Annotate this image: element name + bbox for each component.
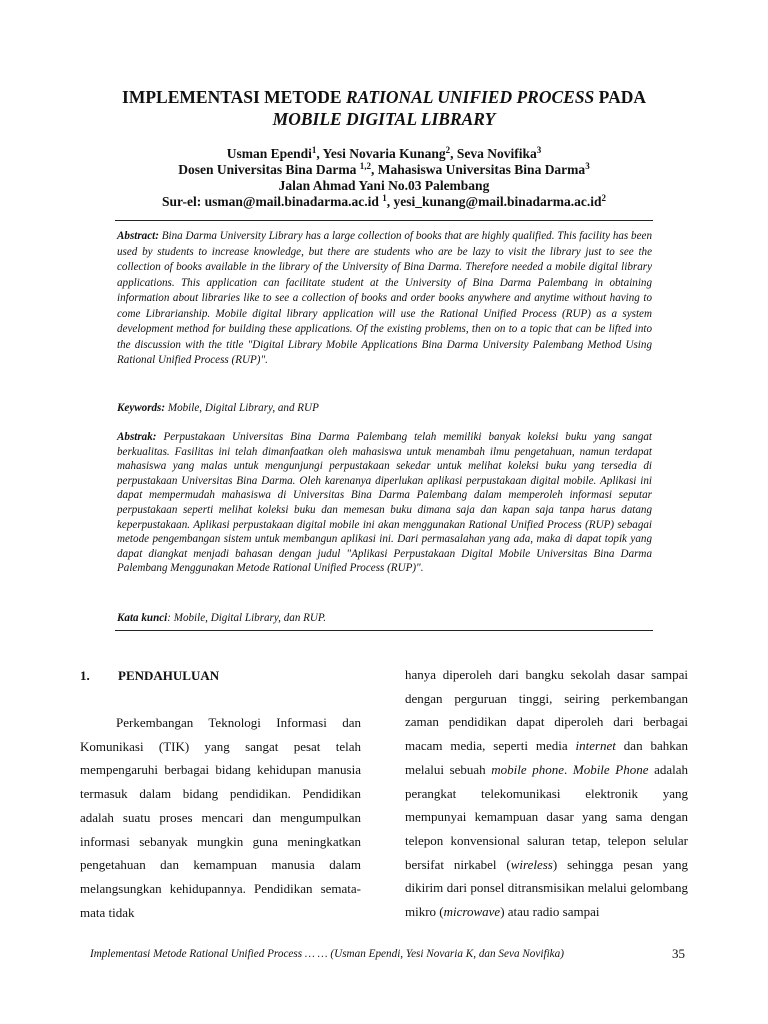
abstract-top-rule bbox=[115, 220, 653, 221]
running-footer: Implementasi Metode Rational Unified Process … … (Usman Ependi, Yesi Novaria K, dan Seva Novifika) bbox=[90, 948, 564, 960]
abstract-text: Bina Darma University Library has a large collection of books that are highly qualified. This facility has been used by students to increase knowledge, but there are students who are be lazy to visit the library just to see the collection of books available in the library of the University of Bina Darma. Therefore needed a mobile digital library applications. This application can facilitate student at the University of Bina Darma Palembang in obtaining information about libraries like to see a collection of books and order books anywhere and anytime without having to come Librarianship. Mobile digital library application will use the Rational Unified Process (RUP) as a system development method for building these applications. Of the existing problems, then on to a topic that can be lifted into the discussion with the title "Digital Library Mobile Applications Bina Darma University Palembang Method Using Rational Unified Process (RUP)". bbox=[117, 230, 652, 366]
body-column-right: hanya diperoleh dari bangku sekolah dasar sampai dengan perguruan tinggi, seiring perkembangan zaman pendidikan dapat diperoleh dari berbagai macam media, seperti media internet dan bahkan melalui sebuah mobile phone. Mobile Phone adalah perangkat telekomunikasi elektronik yang mempunyai kemampuan dasar yang sama dengan telepon konvensional saluran tetap, telepon selular bersifat nirkabel (wireless) sehingga pesan yang dikirim dari ponsel ditransmisikan melalui gelombang mikro (microwave) atau radio sampai bbox=[405, 667, 688, 920]
paper-title-line2: MOBILE DIGITAL LIBRARY bbox=[272, 109, 496, 129]
author-address: Jalan Ahmad Yani No.03 Palembang bbox=[278, 178, 490, 193]
section-heading bbox=[80, 668, 219, 684]
section-title: PENDAHULUAN bbox=[118, 668, 220, 683]
abstract-indonesian bbox=[117, 430, 652, 576]
page-number: 35 bbox=[672, 946, 685, 961]
body-column-left: Perkembangan Teknologi Informasi dan Komunikasi (TIK) yang sangat pesat telah mempengaruhi berbagai bidang kehidupan manusia termasuk dalam bidang pendidikan. Pendidikan adalah suatu proses mencari dan mengumpulkan informasi sebanyak mungkin guna meningkatkan pengetahuan dan kemampuan manusia dalam melangsungkan kehidupannya. Pendidikan semata-mata tidak bbox=[80, 715, 361, 920]
keywords-indonesian: Kata kunci: Mobile, Digital Library, dan RUP. bbox=[117, 612, 327, 624]
paper-title-line1: IMPLEMENTASI METODE RATIONAL UNIFIED PROCESS PADA bbox=[122, 87, 646, 107]
abstract-english bbox=[117, 229, 652, 369]
keywords-english: Keywords: Mobile, Digital Library, and RUP bbox=[117, 402, 319, 414]
author-affiliation: Dosen Universitas Bina Darma $^{1,2}$, Mahasiswa Universitas Bina Darma$^3$ bbox=[178, 161, 590, 177]
abstrak-text: Perpustakaan Universitas Bina Darma Palembang telah memiliki banyak koleksi buku yang sangat berkualitas. Fasilitas ini telah dimanfaatkan oleh mahasiswa untuk menambah ilmu pengetahuan, namun terdapat mahasiswa yang malas untuk mengunjungi perpustakaan sekedar untuk melihat koleksi buku yang tersedia di perpustakaan Universitas Bina Darma. Oleh karenanya diperlukan aplikasi perpustakaan digital mobile. Aplikasi ini dapat mempermudah mahasiswa di Universitas Bina Darma Palembang dalam memperoleh informasi seputar perpustakaan seperti melihat koleksi buku dan memesan buku dimana saja dan kapan saja tanpa harus datang keperpustakaan. Aplikasi perpustakaan digital mobile ini akan menggunakan Rational Unified Process (RUP) sebagai metode pengembangan sistem untuk membangun aplikasi ini. Dari permasalahan yang ada, maka di dapat topik yang dapat diangkat menjadi bahasan dengan judul "Aplikasi Perpustakaan Digital Mobile Universitas Bina Darma Palembang Menggunakan Metode Rational Unified Process (RUP)". bbox=[117, 431, 652, 575]
author-names: Usman Ependi$^1$, Yesi Novaria Kunang$^2$, Seva Novifika$^3$ bbox=[226, 145, 542, 161]
section-number: 1. bbox=[80, 668, 90, 683]
abstract-label: Abstract: bbox=[117, 230, 159, 242]
author-emails: Sur-el: usman@mail.binadarma.ac.id $^1$, $yesi\_kunang@mail.binadarma.ac.id^2$ bbox=[162, 193, 606, 209]
abstrak-label: Abstrak: bbox=[117, 431, 157, 443]
abstract-bottom-rule bbox=[115, 630, 653, 631]
